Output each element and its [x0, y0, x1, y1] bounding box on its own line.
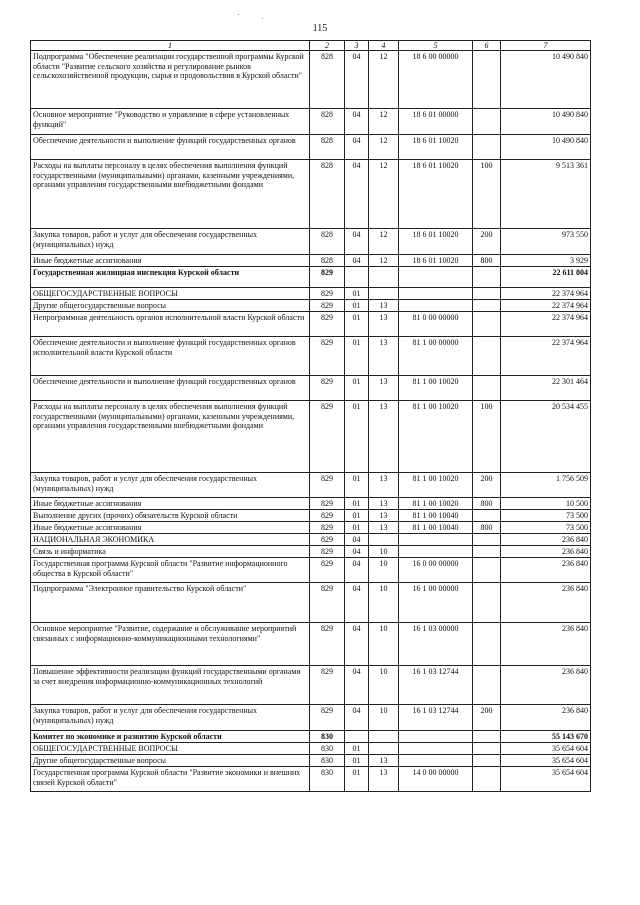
cell-col5: 16 1 00 00000 [399, 583, 473, 623]
table-row [31, 510, 591, 522]
cell-col2: 829 [310, 267, 345, 288]
row-name: Подпрограмма "Электронное правительство Курской области" [31, 583, 310, 623]
cell-col6 [473, 623, 501, 666]
cell-col5: 18 6 01 10020 [399, 255, 473, 267]
table-row [31, 51, 591, 109]
cell-col3: 01 [345, 743, 369, 755]
cell-col6 [473, 51, 501, 109]
cell-col2: 829 [310, 498, 345, 510]
row-name: Расходы на выплаты персоналу в целях обеспечения выполнения функций государственными (муниципальными) органами, казенными учреждениями, органами управления государственными внебюджетными фондами [31, 401, 310, 473]
cell-col6 [473, 376, 501, 401]
cell-col5: 81 1 00 10040 [399, 522, 473, 534]
cell-col6 [473, 300, 501, 312]
cell-col5: 81 1 00 00000 [399, 337, 473, 376]
row-name: Другие общегосударственные вопросы [31, 300, 310, 312]
table-row [31, 160, 591, 229]
cell-col2: 829 [310, 522, 345, 534]
table-row [31, 705, 591, 731]
table-row [31, 522, 591, 534]
cell-amount: 10 490 840 [501, 135, 591, 160]
table-row [31, 288, 591, 300]
cell-col6 [473, 267, 501, 288]
cell-col5: 16 1 03 00000 [399, 623, 473, 666]
table-row [31, 109, 591, 135]
cell-col6 [473, 755, 501, 767]
row-name: Государственная программа Курской области "Развитие информационного общества в Курской области" [31, 558, 310, 583]
cell-col3: 04 [345, 255, 369, 267]
cell-col3 [345, 731, 369, 743]
cell-col2: 828 [310, 160, 345, 229]
cell-col4: 13 [369, 312, 399, 337]
cell-col2: 829 [310, 337, 345, 376]
table-row [31, 743, 591, 755]
cell-col3: 01 [345, 288, 369, 300]
cell-amount: 22 611 804 [501, 267, 591, 288]
cell-col6 [473, 767, 501, 792]
cell-col2: 828 [310, 255, 345, 267]
row-name: Иные бюджетные ассигнования [31, 498, 310, 510]
table-row [31, 300, 591, 312]
cell-col6 [473, 312, 501, 337]
cell-amount: 55 143 670 [501, 731, 591, 743]
cell-col5: 18 6 01 10020 [399, 229, 473, 255]
cell-col6 [473, 135, 501, 160]
cell-col6: 800 [473, 498, 501, 510]
cell-col6 [473, 743, 501, 755]
cell-col2: 828 [310, 109, 345, 135]
cell-amount: 35 654 604 [501, 767, 591, 792]
cell-amount: 35 654 604 [501, 743, 591, 755]
cell-amount: 1 756 509 [501, 473, 591, 498]
cell-col2: 829 [310, 623, 345, 666]
cell-col3: 04 [345, 558, 369, 583]
row-name: Основное мероприятие "Развитие, содержание и обслуживание мероприятий связанных с информационно-коммуникационными технологиями" [31, 623, 310, 666]
row-name: Связь и информатика [31, 546, 310, 558]
cell-col3: 01 [345, 312, 369, 337]
cell-col3: 01 [345, 767, 369, 792]
cell-col3 [345, 267, 369, 288]
row-name: Обеспечение деятельности и выполнение функций государственных органов исполнительной власти Курской области [31, 337, 310, 376]
cell-col2: 830 [310, 731, 345, 743]
table-row [31, 755, 591, 767]
cell-col3: 01 [345, 510, 369, 522]
cell-amount: 3 929 [501, 255, 591, 267]
cell-col4: 10 [369, 705, 399, 731]
table-row [31, 376, 591, 401]
cell-col2: 828 [310, 135, 345, 160]
cell-col4: 13 [369, 522, 399, 534]
cell-amount: 236 840 [501, 558, 591, 583]
cell-col5 [399, 546, 473, 558]
table-row [31, 229, 591, 255]
cell-col3: 04 [345, 160, 369, 229]
cell-col2: 829 [310, 705, 345, 731]
cell-col5: 18 6 01 00000 [399, 109, 473, 135]
cell-col4: 10 [369, 546, 399, 558]
row-name: Комитет по экономике и развитию Курской области [31, 731, 310, 743]
cell-col3: 04 [345, 583, 369, 623]
cell-col3: 01 [345, 337, 369, 376]
row-name: Закупка товаров, работ и услуг для обеспечения государственных (муниципальных) нужд [31, 229, 310, 255]
cell-col5 [399, 288, 473, 300]
cell-col5 [399, 755, 473, 767]
cell-col4 [369, 743, 399, 755]
cell-col5: 81 0 00 00000 [399, 312, 473, 337]
cell-col3: 04 [345, 705, 369, 731]
cell-col4: 13 [369, 755, 399, 767]
cell-col2: 829 [310, 473, 345, 498]
cell-col3: 01 [345, 522, 369, 534]
cell-col4: 12 [369, 51, 399, 109]
cell-amount: 20 534 455 [501, 401, 591, 473]
row-name: Обеспечение деятельности и выполнение функций государственных органов [31, 135, 310, 160]
row-name: Подпрограмма "Обеспечение реализации государственной программы Курской области "Развитие сельского хозяйства и регулирование рынков сельскохозяйственной продукции, сырья и продовольствия в Курской области" [31, 51, 310, 109]
cell-col5: 18 6 01 10020 [399, 160, 473, 229]
table-row [31, 255, 591, 267]
cell-col6: 100 [473, 160, 501, 229]
row-name: Закупка товаров, работ и услуг для обеспечения государственных (муниципальных) нужд [31, 473, 310, 498]
cell-col2: 828 [310, 51, 345, 109]
cell-col2: 829 [310, 666, 345, 705]
cell-col6 [473, 109, 501, 135]
column-number: 4 [369, 41, 399, 51]
cell-col6: 200 [473, 705, 501, 731]
table-row [31, 534, 591, 546]
table-row [31, 401, 591, 473]
column-number: 1 [31, 41, 310, 51]
cell-amount: 236 840 [501, 705, 591, 731]
cell-col2: 828 [310, 229, 345, 255]
column-number: 3 [345, 41, 369, 51]
cell-col2: 829 [310, 510, 345, 522]
cell-amount: 236 840 [501, 534, 591, 546]
row-name: Повышение эффективности реализации функций государственными органами за счет внедрения информационно-коммуникационных технологий [31, 666, 310, 705]
cell-col2: 829 [310, 534, 345, 546]
cell-amount: 22 374 964 [501, 288, 591, 300]
cell-col4: 10 [369, 623, 399, 666]
cell-col6: 200 [473, 229, 501, 255]
cell-col4: 13 [369, 498, 399, 510]
cell-col5: 16 0 00 00000 [399, 558, 473, 583]
cell-col5: 81 1 00 10020 [399, 401, 473, 473]
cell-col6 [473, 583, 501, 623]
cell-col5: 81 1 00 10040 [399, 510, 473, 522]
cell-col6 [473, 288, 501, 300]
cell-amount: 73 500 [501, 510, 591, 522]
cell-col4: 13 [369, 337, 399, 376]
table-row [31, 767, 591, 792]
row-name: Государственная жилищная инспекция Курской области [31, 267, 310, 288]
row-name: Иные бюджетные ассигнования [31, 255, 310, 267]
cell-col4: 12 [369, 160, 399, 229]
column-number: 7 [501, 41, 591, 51]
cell-col3: 04 [345, 623, 369, 666]
row-name: ОБЩЕГОСУДАРСТВЕННЫЕ ВОПРОСЫ [31, 288, 310, 300]
cell-col3: 01 [345, 376, 369, 401]
cell-col5: 81 1 00 10020 [399, 473, 473, 498]
row-name: Закупка товаров, работ и услуг для обеспечения государственных (муниципальных) нужд [31, 705, 310, 731]
cell-col4: 13 [369, 300, 399, 312]
cell-col4: 13 [369, 376, 399, 401]
cell-col5: 16 1 03 12744 [399, 705, 473, 731]
cell-col2: 829 [310, 546, 345, 558]
cell-col5: 81 1 00 10020 [399, 498, 473, 510]
cell-amount: 9 513 361 [501, 160, 591, 229]
cell-amount: 236 840 [501, 583, 591, 623]
cell-col2: 830 [310, 743, 345, 755]
cell-col4 [369, 731, 399, 743]
table-row [31, 666, 591, 705]
table-row [31, 135, 591, 160]
cell-col4: 12 [369, 229, 399, 255]
cell-amount: 10 490 840 [501, 109, 591, 135]
row-name: Выполнение других (прочих) обязательств Курской области [31, 510, 310, 522]
cell-col2: 830 [310, 767, 345, 792]
cell-col3: 01 [345, 498, 369, 510]
cell-amount: 22 374 964 [501, 300, 591, 312]
cell-col5: 18 6 00 00000 [399, 51, 473, 109]
cell-col5: 14 0 00 00000 [399, 767, 473, 792]
cell-col6 [473, 534, 501, 546]
row-name: ОБЩЕГОСУДАРСТВЕННЫЕ ВОПРОСЫ [31, 743, 310, 755]
cell-col2: 830 [310, 755, 345, 767]
cell-col2: 829 [310, 300, 345, 312]
table-row [31, 473, 591, 498]
row-name: НАЦИОНАЛЬНАЯ ЭКОНОМИКА [31, 534, 310, 546]
cell-amount: 35 654 604 [501, 755, 591, 767]
cell-col6 [473, 666, 501, 705]
cell-col2: 829 [310, 288, 345, 300]
cell-amount: 22 374 964 [501, 312, 591, 337]
cell-col4: 10 [369, 558, 399, 583]
cell-col6: 100 [473, 401, 501, 473]
table-row [31, 546, 591, 558]
cell-col4: 10 [369, 583, 399, 623]
cell-col6 [473, 337, 501, 376]
cell-col3: 04 [345, 109, 369, 135]
cell-col2: 829 [310, 401, 345, 473]
cell-col4 [369, 267, 399, 288]
table-row [31, 731, 591, 743]
cell-col2: 829 [310, 558, 345, 583]
cell-col3: 04 [345, 666, 369, 705]
cell-col3: 04 [345, 51, 369, 109]
cell-col6 [473, 558, 501, 583]
cell-col6: 200 [473, 473, 501, 498]
cell-col3: 04 [345, 534, 369, 546]
cell-col4: 13 [369, 401, 399, 473]
column-number: 6 [473, 41, 501, 51]
cell-col5 [399, 731, 473, 743]
row-name: Непрограммная деятельность органов исполнительной власти Курской области [31, 312, 310, 337]
column-number-row [31, 41, 591, 51]
table-row [31, 498, 591, 510]
row-name: Государственная программа Курской области "Развитие экономики и внешних связей Курской области" [31, 767, 310, 792]
cell-col6: 800 [473, 255, 501, 267]
row-name: Расходы на выплаты персоналу в целях обеспечения выполнения функций государственными (муниципальными) органами, казенными учреждениями, органами управления государственными внебюджетными фондами [31, 160, 310, 229]
row-name: Другие общегосударственные вопросы [31, 755, 310, 767]
cell-col4: 12 [369, 109, 399, 135]
cell-col5 [399, 300, 473, 312]
table-row [31, 583, 591, 623]
cell-col3: 04 [345, 135, 369, 160]
cell-col4: 13 [369, 473, 399, 498]
table-row [31, 558, 591, 583]
table-row [31, 312, 591, 337]
cell-col4: 12 [369, 255, 399, 267]
cell-col3: 01 [345, 473, 369, 498]
cell-amount: 236 840 [501, 546, 591, 558]
cell-col2: 829 [310, 376, 345, 401]
table-row [31, 623, 591, 666]
cell-col6 [473, 731, 501, 743]
cell-col4 [369, 534, 399, 546]
cell-col3: 01 [345, 755, 369, 767]
row-name: Иные бюджетные ассигнования [31, 522, 310, 534]
table-row [31, 337, 591, 376]
cell-col4: 12 [369, 135, 399, 160]
cell-amount: 22 301 464 [501, 376, 591, 401]
cell-col2: 829 [310, 312, 345, 337]
cell-col6: 800 [473, 522, 501, 534]
cell-amount: 236 840 [501, 623, 591, 666]
cell-amount: 973 550 [501, 229, 591, 255]
cell-amount: 10 490 840 [501, 51, 591, 109]
cell-col3: 04 [345, 229, 369, 255]
cell-col4: 13 [369, 510, 399, 522]
row-name: Обеспечение деятельности и выполнение функций государственных органов [31, 376, 310, 401]
cell-col3: 01 [345, 300, 369, 312]
cell-col4: 13 [369, 767, 399, 792]
cell-col5: 81 1 00 10020 [399, 376, 473, 401]
cell-amount: 73 500 [501, 522, 591, 534]
page-number: 115 [312, 23, 328, 34]
cell-col3: 01 [345, 401, 369, 473]
cell-col5: 18 6 01 10020 [399, 135, 473, 160]
cell-col3: 04 [345, 546, 369, 558]
cell-col5 [399, 743, 473, 755]
cell-col6 [473, 546, 501, 558]
cell-col2: 829 [310, 583, 345, 623]
row-name: Основное мероприятие "Руководство и управление в сфере установленных функций" [31, 109, 310, 135]
table-row [31, 267, 591, 288]
cell-col6 [473, 510, 501, 522]
cell-col5 [399, 534, 473, 546]
cell-amount: 236 840 [501, 666, 591, 705]
column-number: 5 [399, 41, 473, 51]
cell-col4 [369, 288, 399, 300]
cell-amount: 10 500 [501, 498, 591, 510]
budget-table [30, 40, 591, 792]
cell-amount: 22 374 964 [501, 337, 591, 376]
cell-col5 [399, 267, 473, 288]
column-number: 2 [310, 41, 345, 51]
cell-col5: 16 1 03 12744 [399, 666, 473, 705]
cell-col4: 10 [369, 666, 399, 705]
